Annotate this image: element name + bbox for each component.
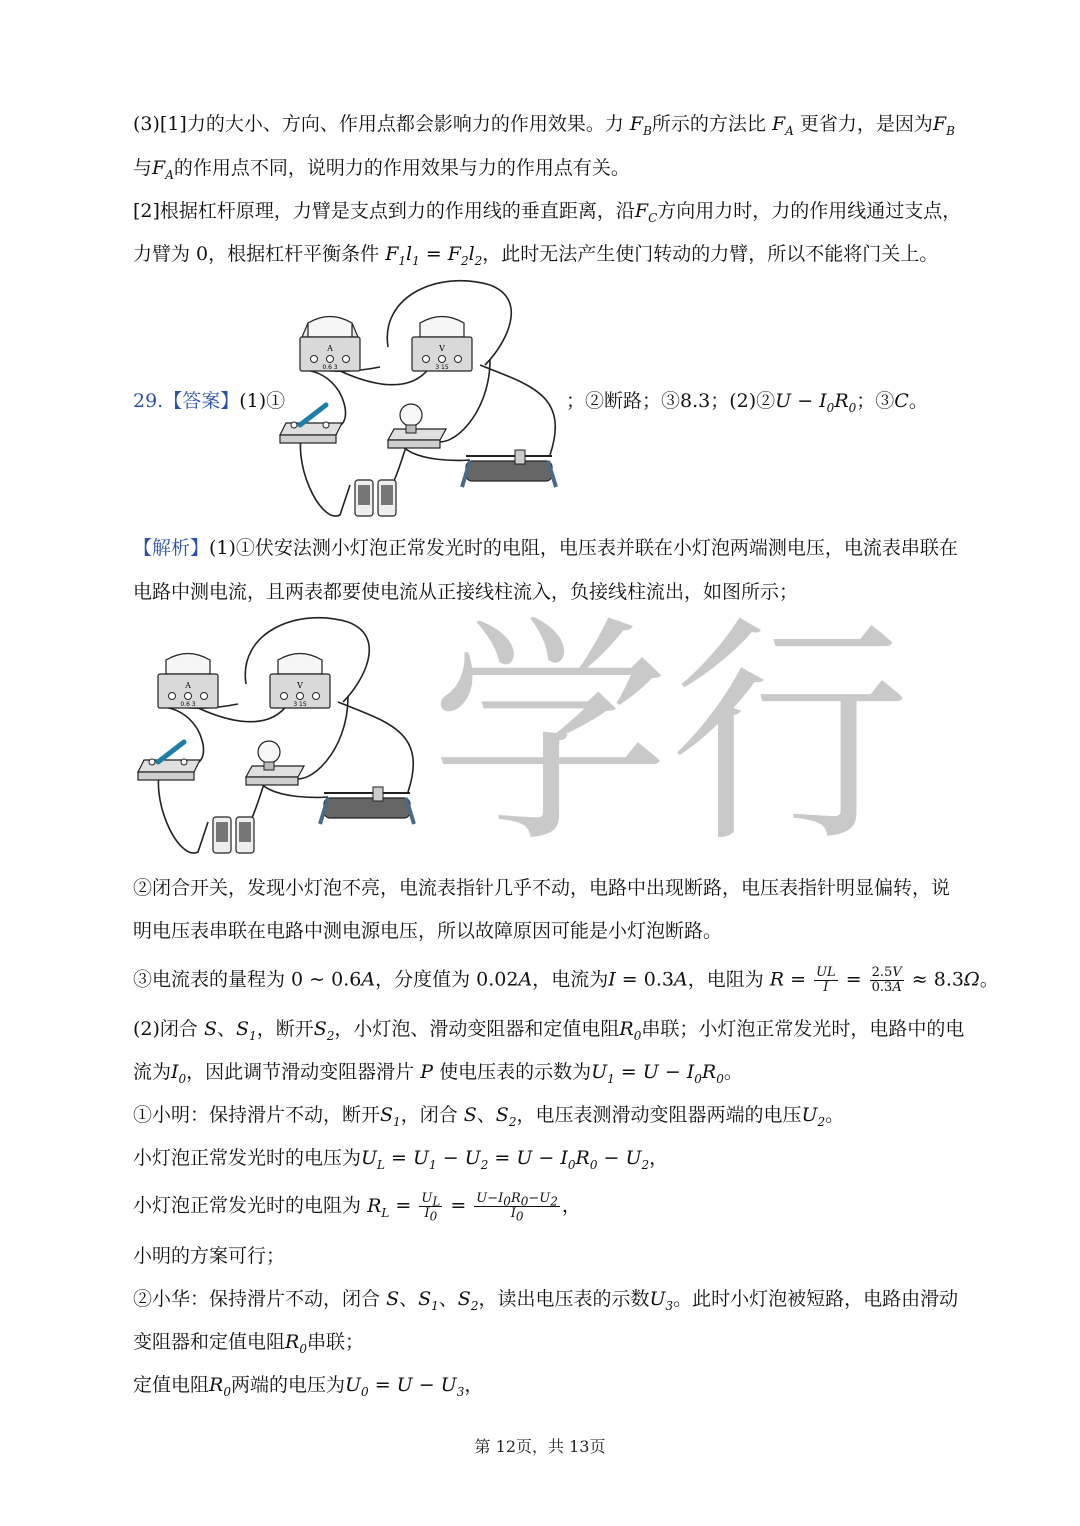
ammeter-icon <box>158 654 218 709</box>
paragraph-line: [2]根据杠杆原理，力臂是支点到力的作用线的垂直距离，沿$F_C$方向用力时，力的作用线通过支点， <box>133 200 962 225</box>
analysis-line: 小灯泡正常发光时的电压为$U_L = U_1 - U_2 = U - I_0R_0 - U_2$， <box>133 1147 669 1172</box>
analysis-line: ②小华：保持滑片不动，闭合 S、$S_1$、$S_2$，读出电压表的示数$U_3$。此时小灯泡被短路，电路由滑动 <box>133 1288 959 1313</box>
battery-icon <box>355 480 396 516</box>
analysis-line: ③电流表的量程为 0 ∼ 0.6A，分度值为 0.02A，电流为I = 0.3A，电阻为 R = $\frac{UL}{I}$ = $\frac{2.5V}{0.3A}$ ≈ 8.3Ω。 <box>133 965 999 995</box>
answer-tag: 【答案】 <box>163 390 240 412</box>
analysis-line: (2)闭合 S、$S_1$，断开$S_2$，小灯泡、滑动变阻器和定值电阻$R_0$串联；小灯泡正常发光时，电路中的电 <box>133 1018 965 1043</box>
switch-icon <box>138 742 200 780</box>
svg-text:A: A <box>327 344 333 353</box>
svg-text:A: A <box>185 681 191 690</box>
watermark: 学行 <box>430 595 911 875</box>
svg-text:3 15: 3 15 <box>435 364 449 371</box>
analysis-line: 变阻器和定值电阻$R_0$串联； <box>133 1331 364 1356</box>
circuit-diagram-answer <box>270 275 570 525</box>
analysis-line: 电路中测电流，且两表都要使电流从正接线柱流入，负接线柱流出，如图所示； <box>133 581 799 603</box>
paragraph-line: 与$F_A$的作用点不同，说明力的作用效果与力的作用点有关。 <box>133 157 630 182</box>
page-footer: 第 12页，共 13页 <box>474 1437 606 1456</box>
analysis-line: 小灯泡正常发光时的电阻为 $R_L$ = $\frac{U_L}{I_0}$ = $\frac{U-I_0R_0-U_2}{I_0}$ ， <box>133 1191 581 1224</box>
voltmeter-icon <box>270 654 330 709</box>
paragraph-line: (3)[1]力的大小、方向、作用点都会影响力的作用效果。力 $F_B$所示的方法比 $F_A$ 更省力，是因为$F_B$ <box>133 113 955 138</box>
analysis-line: 【解析】(1)①伏安法测小灯泡正常发光时的电阻，电压表并联在小灯泡两端测电压，电流表串联在 <box>133 537 958 559</box>
svg-text:0.6 3: 0.6 3 <box>322 364 338 371</box>
analysis-line: ②闭合开关，发现小灯泡不亮，电流表指针几乎不动，电路中出现断路，电压表指针明显偏转，说 <box>133 877 951 899</box>
battery-icon <box>213 817 254 853</box>
svg-text:V: V <box>439 344 445 353</box>
lamp-icon <box>388 404 446 448</box>
answer-number: 29. <box>133 390 164 412</box>
analysis-line: 流为$I_0$，因此调节滑动变阻器滑片 P 使电压表的示数为$U_1 = U - I_0R_0$。 <box>133 1061 743 1086</box>
analysis-line: 定值电阻$R_0$两端的电压为$U_0 = U - U_3$， <box>133 1374 484 1399</box>
ammeter-icon <box>300 317 360 372</box>
analysis-line: ①小明：保持滑片不动，断开$S_1$，闭合 S、$S_2$，电压表测滑动变阻器两端的电压$U_2$。 <box>133 1104 845 1129</box>
svg-text:0.6 3: 0.6 3 <box>180 701 196 708</box>
answer-line-right: ；②断路；③8.3；(2)②U − $I_0R_0$；③C。 <box>566 390 928 415</box>
svg-text:3 15: 3 15 <box>293 701 307 708</box>
answer-line: 29.【答案】(1)① <box>133 390 286 412</box>
rheostat-icon <box>320 787 414 824</box>
switch-icon <box>280 405 342 443</box>
svg-text:V: V <box>297 681 303 690</box>
analysis-line: 小明的方案可行； <box>133 1245 286 1267</box>
voltmeter-icon <box>412 317 472 372</box>
analysis-line: 明电压表串联在电路中测电源电压，所以故障原因可能是小灯泡断路。 <box>133 920 723 942</box>
lamp-icon <box>246 741 304 785</box>
analysis-tag: 【解析】 <box>133 537 210 559</box>
rheostat-icon <box>462 450 556 487</box>
circuit-diagram-analysis <box>128 612 428 862</box>
paragraph-line: 力臂为 0，根据杠杆平衡条件 $F_1l_1 = F_2l_2$，此时无法产生使门转动的力臂，所以不能将门关上。 <box>133 243 939 268</box>
